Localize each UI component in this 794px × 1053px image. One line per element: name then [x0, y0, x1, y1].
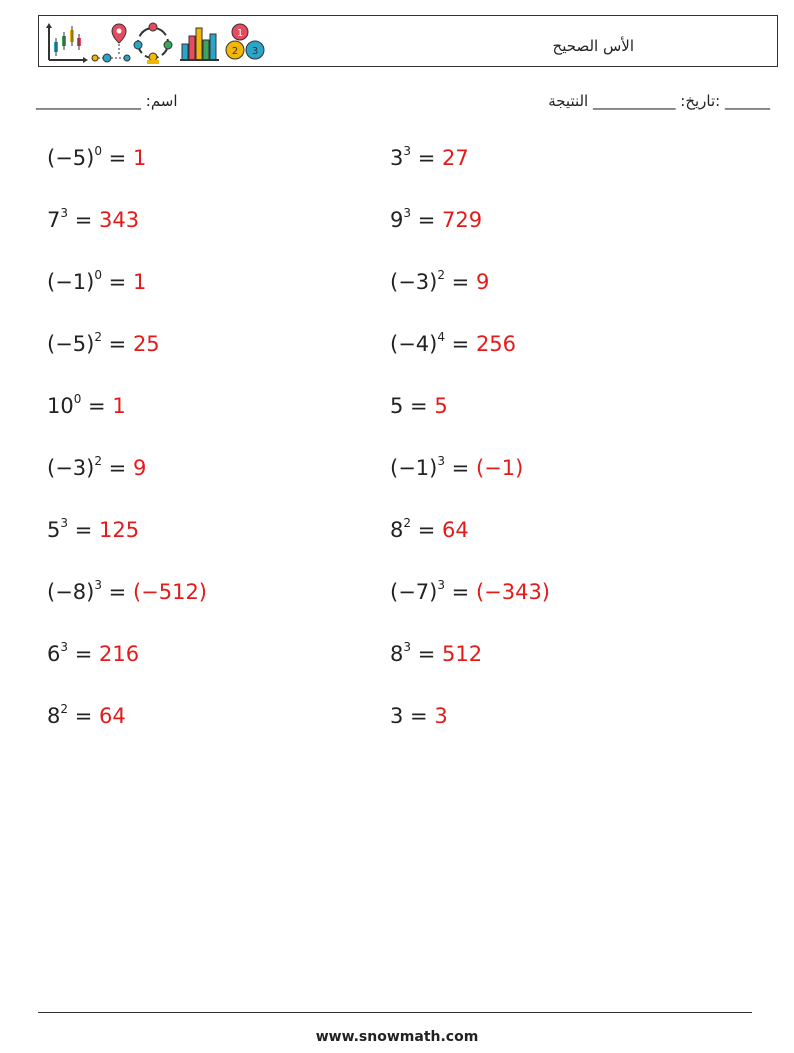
equals-sign: = — [101, 332, 133, 356]
problem-exponent: 3 — [403, 640, 412, 654]
problem-item — [390, 518, 469, 542]
problem-exponent: 2 — [437, 268, 445, 282]
equals-sign: = — [403, 704, 435, 728]
problem-answer: 25 — [132, 332, 160, 356]
equals-sign: = — [68, 704, 99, 728]
problem-item — [47, 394, 126, 418]
footer-divider — [38, 1012, 752, 1013]
problem-base: (−3) — [390, 270, 438, 294]
problem-answer: 9 — [132, 456, 147, 480]
problem-base: 5 — [47, 518, 61, 542]
svg-text:3: 3 — [251, 46, 259, 57]
problem-answer: 216 — [98, 642, 140, 666]
problem-item — [47, 642, 139, 666]
problem-item — [47, 270, 146, 294]
equals-sign: = — [101, 580, 133, 604]
equals-sign: = — [411, 208, 442, 232]
problem-exponent: 3 — [60, 516, 69, 530]
problem-base: 6 — [47, 642, 61, 666]
problem-item — [47, 332, 160, 356]
problem-answer: 343 — [98, 208, 140, 232]
problem-answer: 64 — [98, 704, 126, 728]
problem-item — [390, 146, 469, 170]
problem-answer: 1 — [112, 394, 126, 418]
problem-item — [47, 704, 126, 728]
problem-exponent: 3 — [437, 578, 445, 592]
problem-base: (−7) — [390, 580, 438, 604]
equals-sign: = — [444, 580, 476, 604]
problem-item — [47, 456, 146, 480]
problem-answer: 256 — [475, 332, 517, 356]
problem-answer: 1 — [132, 146, 147, 170]
problem-exponent: 2 — [94, 330, 102, 344]
footer-url: www.snowmath.com — [315, 1029, 479, 1045]
problem-exponent: 2 — [60, 702, 69, 716]
problem-base: (−4) — [390, 332, 438, 356]
equals-sign: = — [68, 642, 99, 666]
problem-base: 8 — [47, 704, 61, 728]
equals-sign: = — [444, 332, 476, 356]
problem-item — [47, 518, 139, 542]
problem-base: 10 — [47, 394, 74, 418]
problem-exponent: 0 — [94, 144, 102, 158]
problem-exponent: 3 — [403, 144, 412, 158]
problem-item — [390, 642, 482, 666]
problem-base: (−8) — [47, 580, 95, 604]
equals-sign: = — [101, 456, 133, 480]
problem-base: 8 — [390, 518, 404, 542]
problem-base: 3 — [390, 704, 404, 728]
bar-chart-icon — [180, 28, 219, 60]
route-icon — [92, 24, 130, 62]
numbers-icon — [226, 24, 264, 59]
problem-item — [390, 704, 448, 728]
header-icons — [43, 18, 269, 64]
chart-icon — [46, 23, 88, 63]
problem-item — [390, 332, 516, 356]
equals-sign: = — [68, 208, 99, 232]
problem-base: 3 — [390, 146, 404, 170]
cycle-icon — [134, 23, 172, 64]
problem-exponent: 2 — [403, 516, 412, 530]
problem-base: 8 — [390, 642, 404, 666]
problem-base: 9 — [390, 208, 404, 232]
name-field-label: اسم: ______________ — [36, 92, 178, 110]
problem-item — [47, 580, 207, 604]
problem-base: (−1) — [390, 456, 438, 480]
problem-exponent: 3 — [403, 206, 412, 220]
equals-sign: = — [101, 146, 133, 170]
problem-item — [390, 270, 489, 294]
problem-base: 5 — [390, 394, 404, 418]
problem-base: (−5) — [47, 146, 95, 170]
equals-sign: = — [403, 394, 435, 418]
problem-exponent: 2 — [94, 454, 102, 468]
problem-answer: (−512) — [132, 580, 208, 604]
problem-item — [47, 146, 146, 170]
problem-base: (−3) — [47, 456, 95, 480]
problem-answer: 3 — [434, 704, 448, 728]
equals-sign: = — [411, 146, 442, 170]
problem-answer: 1 — [132, 270, 147, 294]
problem-exponent: 3 — [60, 206, 69, 220]
equals-sign: = — [411, 642, 442, 666]
problem-exponent: 0 — [73, 392, 82, 406]
equals-sign: = — [444, 456, 476, 480]
problem-answer: 5 — [434, 394, 448, 418]
problem-exponent: 4 — [437, 330, 445, 344]
problem-answer: 9 — [475, 270, 490, 294]
problem-item — [390, 456, 523, 480]
problem-item — [390, 394, 448, 418]
problem-answer: (−1) — [475, 456, 524, 480]
svg-text:2: 2 — [231, 46, 239, 57]
problem-item — [47, 208, 139, 232]
header-box — [38, 15, 778, 67]
problem-answer: 512 — [441, 642, 483, 666]
equals-sign: = — [68, 518, 99, 542]
equals-sign: = — [411, 518, 442, 542]
problem-base: (−5) — [47, 332, 95, 356]
problem-exponent: 3 — [60, 640, 69, 654]
problem-item — [390, 208, 482, 232]
equals-sign: = — [444, 270, 476, 294]
equals-sign: = — [81, 394, 113, 418]
problem-answer: 125 — [98, 518, 140, 542]
problem-answer: 27 — [441, 146, 469, 170]
problem-item — [390, 580, 550, 604]
problem-exponent: 3 — [94, 578, 102, 592]
problem-base: 7 — [47, 208, 61, 232]
problem-base: (−1) — [47, 270, 95, 294]
problem-answer: (−343) — [475, 580, 551, 604]
problem-exponent: 0 — [94, 268, 102, 282]
problem-exponent: 3 — [437, 454, 445, 468]
equals-sign: = — [101, 270, 133, 294]
problem-answer: 64 — [441, 518, 469, 542]
problem-answer: 729 — [441, 208, 483, 232]
svg-text:1: 1 — [236, 28, 244, 39]
page-title: الأس الصحيح — [552, 37, 634, 55]
date-score-field-label: ______ :تاريخ: ___________ النتيجة — [548, 92, 770, 110]
